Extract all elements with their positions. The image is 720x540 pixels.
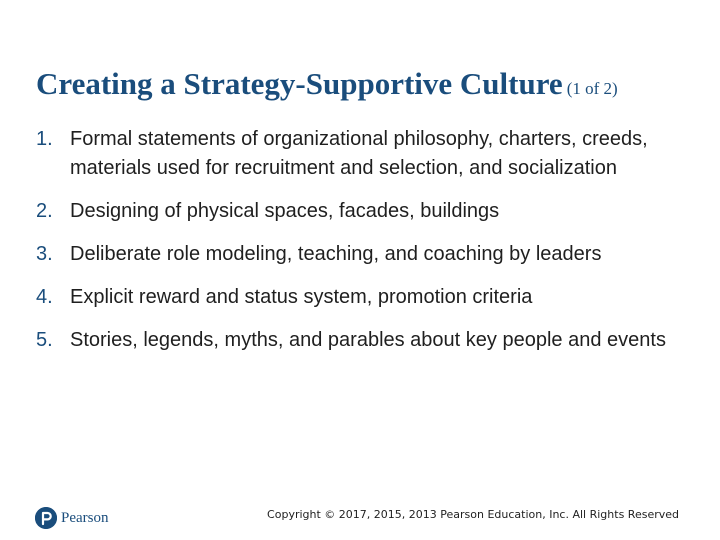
list-item-text: Stories, legends, myths, and parables about key people and events (70, 329, 666, 351)
list-item-number: 2. (36, 200, 53, 222)
list-item-number: 5. (36, 329, 53, 351)
list-item-text: Deliberate role modeling, teaching, and coaching by leaders (70, 243, 602, 265)
pearson-logo-icon (35, 507, 57, 529)
list-item-text: Formal statements of organizational philosophy, charters, creeds, materials used for recruitment and selection, and socialization (70, 128, 648, 179)
list-item-number: 4. (36, 286, 53, 308)
list-item (36, 283, 696, 312)
slide-title-suffix: (1 of 2) (566, 79, 618, 98)
list-item (36, 125, 696, 183)
pearson-logo-text: Pearson (61, 509, 109, 526)
list-item (36, 326, 696, 355)
list-item-text: Explicit reward and status system, promotion criteria (70, 286, 533, 308)
bullet-list (36, 125, 696, 369)
slide-title (36, 64, 696, 109)
list-item (36, 240, 696, 269)
list-item-number: 1. (36, 128, 53, 150)
list-item (36, 197, 696, 226)
copyright-notice: Copyright © 2017, 2015, 2013 Pearson Education, Inc. All Rights Reserved (267, 508, 679, 521)
slide-title-text: Creating a Strategy-Supportive Culture (36, 66, 563, 101)
list-item-text: Designing of physical spaces, facades, buildings (70, 200, 500, 222)
pearson-logo (35, 504, 109, 532)
list-item-number: 3. (36, 243, 53, 265)
